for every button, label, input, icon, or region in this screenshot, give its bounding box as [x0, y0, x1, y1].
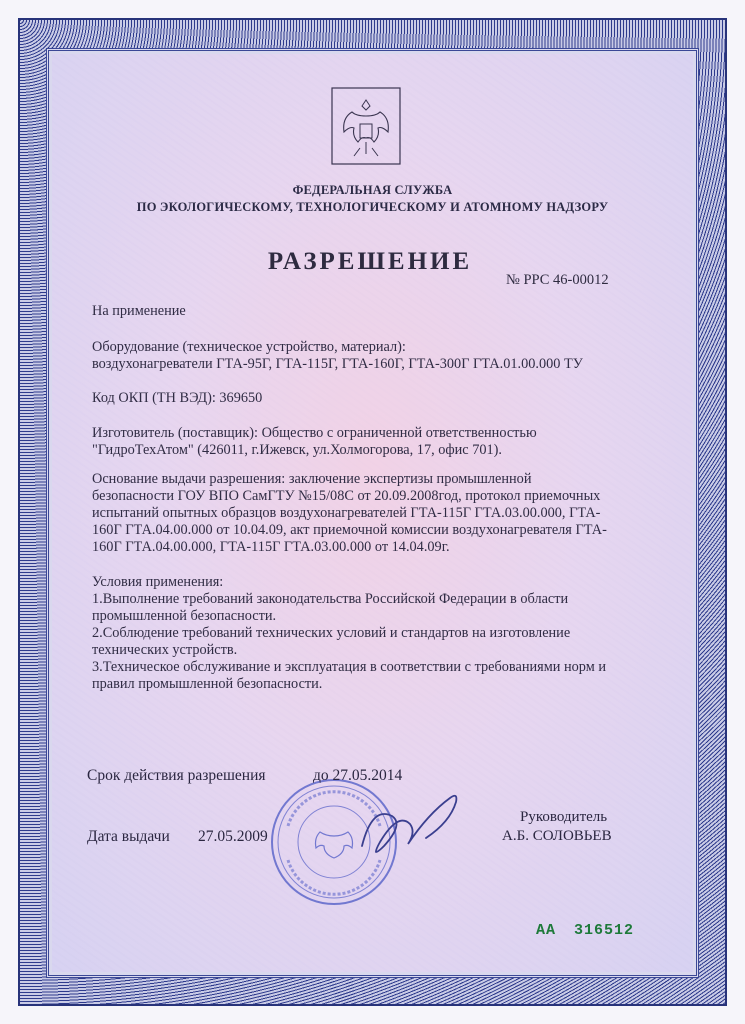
- okp-code: Код ОКП (ТН ВЭД): 369650: [92, 390, 263, 406]
- serial-digits: 316512: [574, 922, 635, 939]
- conditions-line: 1.Выполнение требований законодательства Российской Федерации в области: [92, 591, 569, 607]
- conditions-line: промышленной безопасности.: [92, 608, 277, 624]
- serial-series: АА: [536, 922, 557, 939]
- issue-date-label: Дата выдачи: [87, 828, 170, 845]
- document-number: № РРС 46-00012: [506, 272, 609, 288]
- agency-name-line1: ФЕДЕРАЛЬНАЯ СЛУЖБА: [292, 183, 453, 197]
- signer-name: А.Б. СОЛОВЬЕВ: [502, 828, 612, 844]
- document-title: РАЗРЕШЕНИЕ: [267, 248, 473, 275]
- issue-date: 27.05.2009: [198, 828, 268, 845]
- basis-line: Основание выдачи разрешения: заключение экспертизы промышленной: [92, 471, 532, 487]
- purpose-text: На применение: [92, 303, 186, 319]
- basis-line: безопасности ГОУ ВПО СамГТУ №15/08С от 20.09.2008год, протокол приемочных: [92, 488, 601, 504]
- equipment-section: [92, 339, 637, 373]
- equipment-value: воздухонагреватели ГТА-95Г, ГТА-115Г, ГТА-160Г, ГТА-300Г ГТА.01.00.000 ТУ: [92, 356, 583, 372]
- manufacturer-line: Изготовитель (поставщик): Общество с ограниченной ответственностью: [92, 425, 537, 441]
- validity-date: до 27.05.2014: [313, 767, 403, 784]
- equipment-label: Оборудование (техническое устройство, материал):: [92, 339, 406, 355]
- validity-label: Срок действия разрешения: [87, 767, 266, 784]
- agency-name-line2: ПО ЭКОЛОГИЧЕСКОМУ, ТЕХНОЛОГИЧЕСКОМУ И АТОМНОМУ НАДЗОРУ: [136, 200, 609, 214]
- manufacturer-line: "ГидроТехАтом" (426011, г.Ижевск, ул.Холмогорова, 17, офис 701).: [92, 442, 503, 458]
- signer-role: Руководитель: [520, 809, 608, 825]
- manufacturer-section: [92, 425, 637, 459]
- conditions-line: 3.Техническое обслуживание и эксплуатация в соответствии с требованиями норм и: [92, 659, 606, 675]
- basis-line: 160Г ГТА.04.00.000 от 10.04.09, акт приемочной комиссии воздухонагревателя ГТА-: [92, 522, 607, 538]
- serial-number: [536, 922, 634, 939]
- conditions-line: правил промышленной безопасности.: [92, 676, 323, 692]
- basis-line: испытаний опытных образцов воздухонагревателей ГТА-115Г ГТА.03.00.000, ГТА-: [92, 505, 601, 521]
- conditions-line: Условия применения:: [92, 574, 224, 590]
- basis-line: 160Г ГТА.04.00.000, ГТА-115Г ГТА.03.00.000 от 14.04.09г.: [92, 539, 450, 555]
- conditions-line: 2.Соблюдение требований технических условий и стандартов на изготовление: [92, 625, 571, 641]
- basis-section: [92, 471, 637, 556]
- signature-icon: [352, 786, 470, 872]
- conditions-section: [92, 574, 637, 693]
- conditions-line: технических устройств.: [92, 642, 238, 658]
- coat-of-arms-icon: [330, 86, 402, 166]
